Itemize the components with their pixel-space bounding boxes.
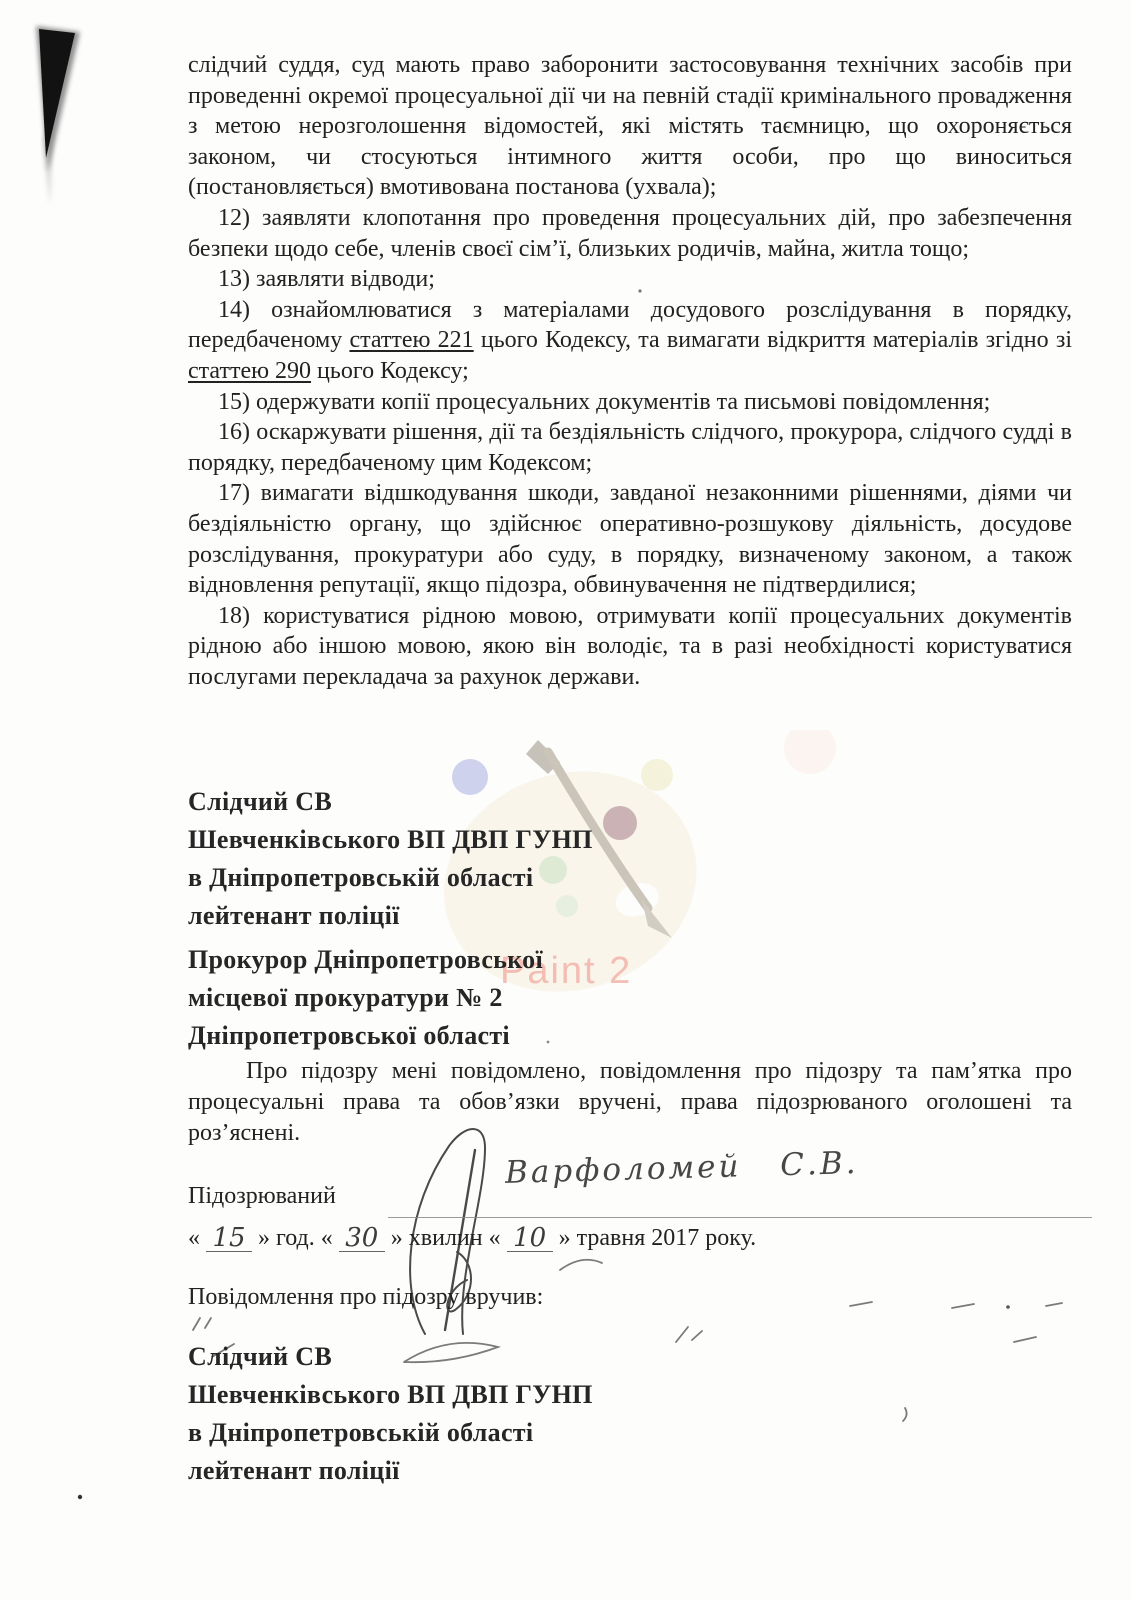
rights-list xyxy=(188,50,1072,692)
investigator-region: в Дніпропетровській області xyxy=(188,863,534,892)
rights-item-18: 18) користуватися рідною мовою, отримувати копії процесуальних документів рідною або іншою мовою, якою він володіє, та в разі необхідності користуватися послугами перекладача за рахунок держави. xyxy=(188,602,1072,690)
rights-intro-paragraph: слідчий суддя, суд мають право заборонити застосовування технічних засобів при проведенні окремої процесуальної дії чи на певній стадії кримінального провадження з метою нерозголошення відомостей, які містять таємницю, що охороняється законом, чи стосуються інтимного життя особи, про що виноситься (постановляється) вмотивована постанова (ухвала); xyxy=(188,52,1072,201)
rights-item-17: 17) вимагати відшкодування шкоди, завданої незаконними рішеннями, діями чи бездіяльністю органу, що здійснює оперативно-розшукову діяльність, досудове розслідування, прокуратури або суду, в порядку, визначеному законом, а також відновлення репутації, якщо підозра, обвинувачення не підтвердилися; xyxy=(188,480,1072,599)
paint2-watermark-text: Paint 2 xyxy=(500,950,633,992)
time-of-delivery-row xyxy=(188,1224,756,1252)
investigator-title: Слідчий СВ xyxy=(188,787,332,816)
suspect-handwritten-name: Варфоломей С.В. xyxy=(504,1145,859,1191)
handwritten-minute-value: 30 xyxy=(339,1225,385,1252)
rights-item-16: 16) оскаржувати рішення, дії та бездіяльність слідчого, прокурора, слідчого судді в порядку, передбаченому цим Кодексом; xyxy=(188,419,1072,476)
rights-item-14 xyxy=(188,295,1072,387)
quote-open: « xyxy=(188,1225,200,1251)
prosecutor-signature-block xyxy=(188,941,543,1055)
investigator-signature-block-top xyxy=(188,783,593,935)
investigator-unit: Шевченківського ВП ДВП ГУНП xyxy=(188,1380,593,1409)
hour-label: » год. « xyxy=(258,1225,333,1251)
prosecutor-title: Прокурор Дніпропетровської xyxy=(188,945,543,974)
investigator-title: Слідчий СВ xyxy=(188,1342,332,1371)
statute-290-reference: статтею 290 xyxy=(188,357,312,384)
investigator-rank: лейтенант поліції xyxy=(188,901,400,930)
rights-item-12: 12) заявляти клопотання про проведення процесуальних дій, про забезпечення безпеки щодо себе, членів своєї сім’ї, близьких родичів, майна, житла тощо; xyxy=(188,204,1072,262)
minute-label: » хвилин « xyxy=(390,1225,501,1251)
item-14-text-2: цього Кодексу, та вимагати відкриття матеріалів згідно зі xyxy=(473,327,1072,354)
notice-paragraph: Про підозру мені повідомлено, повідомлення про підозру та пам’ятка про процесуальні права та обов’язки вручені, права підозрюваного оголошені та роз’яснені. xyxy=(188,1058,1072,1146)
item-14-text-1: 14) ознайомлюватися з матеріалами досудового розслідування в порядку, передбаченому xyxy=(188,296,1072,354)
suspect-label: Підозрюваний xyxy=(188,1183,336,1209)
investigator-rank: лейтенант поліції xyxy=(188,1456,400,1485)
statute-221-reference: статтею 221 xyxy=(349,327,474,354)
handwritten-day-value: 10 xyxy=(507,1225,553,1252)
investigator-signature-block-bottom xyxy=(188,1338,593,1490)
investigator-unit: Шевченківського ВП ДВП ГУНП xyxy=(188,825,593,854)
prosecutor-region: Дніпропетровської області xyxy=(188,1021,510,1050)
investigator-region: в Дніпропетровській області xyxy=(188,1418,534,1447)
date-label: » травня 2017 року. xyxy=(558,1225,757,1251)
prosecutor-office: місцевої прокуратури № 2 xyxy=(188,983,503,1012)
delivered-by-label: Повідомлення про підозру вручив: xyxy=(188,1284,544,1310)
rights-item-13: 13) заявляти відводи; xyxy=(218,266,435,293)
scan-corner-wedge-artifact xyxy=(0,0,140,230)
handwritten-hour-value: 15 xyxy=(206,1225,252,1252)
item-14-text-3: цього Кодексу; xyxy=(311,357,469,384)
signature-rule-line xyxy=(388,1217,1092,1218)
rights-item-15: 15) одержувати копії процесуальних документів та письмові повідомлення; xyxy=(218,388,991,415)
